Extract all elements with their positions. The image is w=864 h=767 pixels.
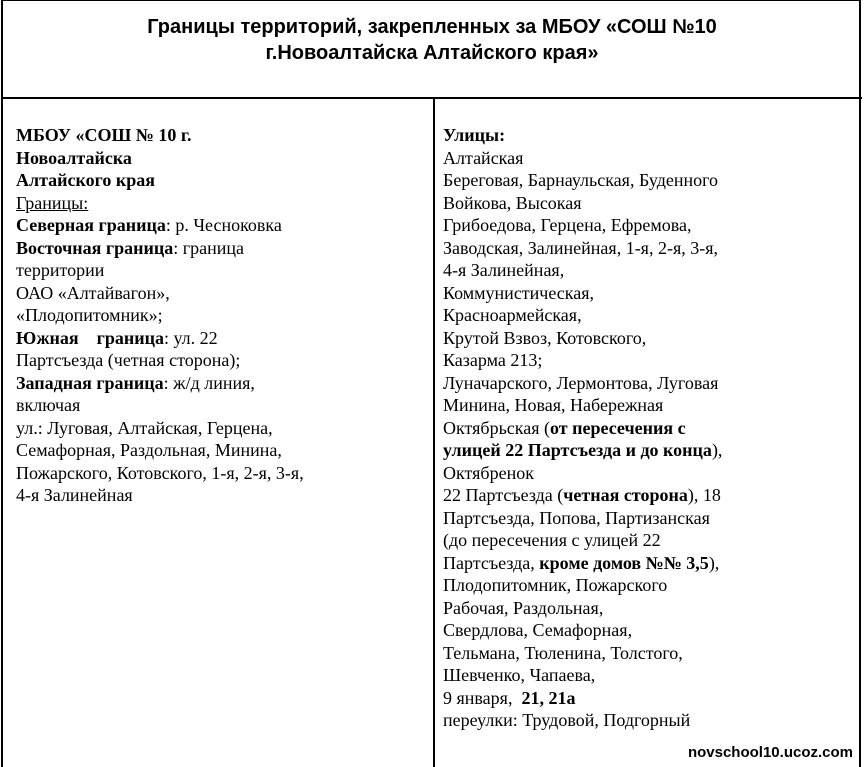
- street-line: Партсъезда, Попова, Партизанская: [443, 507, 710, 528]
- west-border-line-5: Пожарского, Котовского, 1-я, 2-я, 3-я,: [16, 462, 304, 483]
- school-name-line-1: МБОУ «СОШ № 10 г.: [16, 125, 192, 145]
- street-text: ),: [708, 552, 720, 573]
- south-border-line-2: Партсъезда (четная сторона);: [16, 350, 241, 370]
- street-line: переулки: Трудовой, Подгорный: [443, 710, 691, 730]
- north-border-text: : р. Чесноковка: [165, 215, 282, 235]
- school-name-line-2: Новоалтайска: [16, 147, 132, 168]
- street-line: [443, 552, 853, 575]
- table-column-divider: [433, 97, 435, 767]
- street-line: Рабочая, Раздольная,: [443, 597, 604, 618]
- street-text: 22 Партсъезда (: [443, 485, 564, 505]
- title-line-2: г.Новоалтайска Алтайского края»: [265, 42, 599, 64]
- street-line: Крутой Взвоз, Котовского,: [443, 327, 647, 348]
- street-line: Минина, Новая, Набережная: [443, 395, 664, 415]
- street-text-bold: от пересечения с: [550, 417, 686, 438]
- street-text: Партсъезда,: [443, 552, 540, 573]
- east-border-line-2: территории: [16, 260, 105, 280]
- north-border-label: Северная граница: [16, 215, 166, 235]
- street-line: [443, 417, 853, 440]
- streets-heading: Улицы:: [443, 125, 506, 145]
- street-text: ),: [711, 440, 723, 460]
- street-line: Красноармейская,: [443, 305, 582, 325]
- street-line: Коммунистическая,: [443, 282, 595, 303]
- document-title: [0, 14, 864, 66]
- street-text: Октябрьская (: [443, 417, 551, 438]
- east-border-line-3: ОАО «Алтайвагон»,: [16, 282, 170, 303]
- west-border: [16, 372, 426, 395]
- west-border-line-3: ул.: Луговая, Алтайская, Герцена,: [16, 417, 273, 438]
- west-border-label: Западная граница: [16, 372, 164, 393]
- site-watermark: novschool10.ucoz.com: [685, 744, 856, 761]
- south-border-label-2: граница: [96, 327, 164, 348]
- street-line: 4-я Залинейная,: [443, 260, 565, 280]
- south-border-label-1: Южная: [16, 327, 79, 348]
- street-line: (до пересечения с улицей 22: [443, 530, 661, 550]
- south-border-text: : ул. 22: [163, 327, 218, 348]
- north-border: [16, 214, 426, 237]
- street-text-bold: четная сторона: [563, 485, 688, 505]
- street-line: [443, 687, 853, 710]
- west-border-line-4: Семафорная, Раздольная, Минина,: [16, 440, 282, 460]
- east-border-label: Восточная граница: [16, 237, 174, 258]
- school-name-line-3: Алтайского края: [16, 170, 155, 190]
- street-line: Береговая, Барнаульская, Буденного: [443, 170, 719, 190]
- east-border-text: : граница: [173, 237, 244, 258]
- street-line: Свердлова, Семафорная,: [443, 620, 633, 640]
- street-line: Луначарского, Лермонтова, Луговая: [443, 372, 719, 393]
- street-text-bold: 21, 21а: [521, 687, 576, 708]
- street-line: [443, 484, 853, 507]
- street-line: [443, 439, 853, 462]
- borders-column: [16, 124, 426, 507]
- street-line: Заводская, Залинейная, 1-я, 2-я, 3-я,: [443, 237, 719, 258]
- street-line: Плодопитомник, Пожарского: [443, 575, 668, 595]
- street-line: Шевченко, Чапаева,: [443, 665, 596, 685]
- street-line: Войкова, Высокая: [443, 192, 582, 213]
- street-text-bold: улицей 22 Партсъезда и до конца: [443, 440, 712, 460]
- street-line: Грибоедова, Герцена, Ефремова,: [443, 215, 692, 235]
- street-line: Алтайская: [443, 147, 524, 168]
- street-line: Казарма 213;: [443, 350, 543, 370]
- west-border-line-6: 4-я Залинейная: [16, 485, 133, 505]
- streets-column: [443, 124, 853, 732]
- south-border: [16, 327, 426, 350]
- west-border-line-2: включая: [16, 395, 81, 415]
- east-border-line-4: «Плодопитомник»;: [16, 305, 163, 325]
- street-line: Тельмана, Тюленина, Толстого,: [443, 642, 683, 663]
- west-border-text: : ж/д линия,: [163, 372, 255, 393]
- title-line-1: Границы территорий, закрепленных за МБОУ «СОШ №10: [147, 16, 717, 38]
- street-text-bold: кроме домов №№ 3,5: [539, 552, 709, 573]
- east-border: [16, 237, 426, 260]
- street-text: 9 января,: [443, 687, 522, 708]
- street-text: ), 18: [687, 485, 721, 505]
- street-line: Октябренок: [443, 462, 534, 483]
- table-header-divider: [1, 97, 862, 99]
- borders-heading: Границы:: [16, 192, 89, 213]
